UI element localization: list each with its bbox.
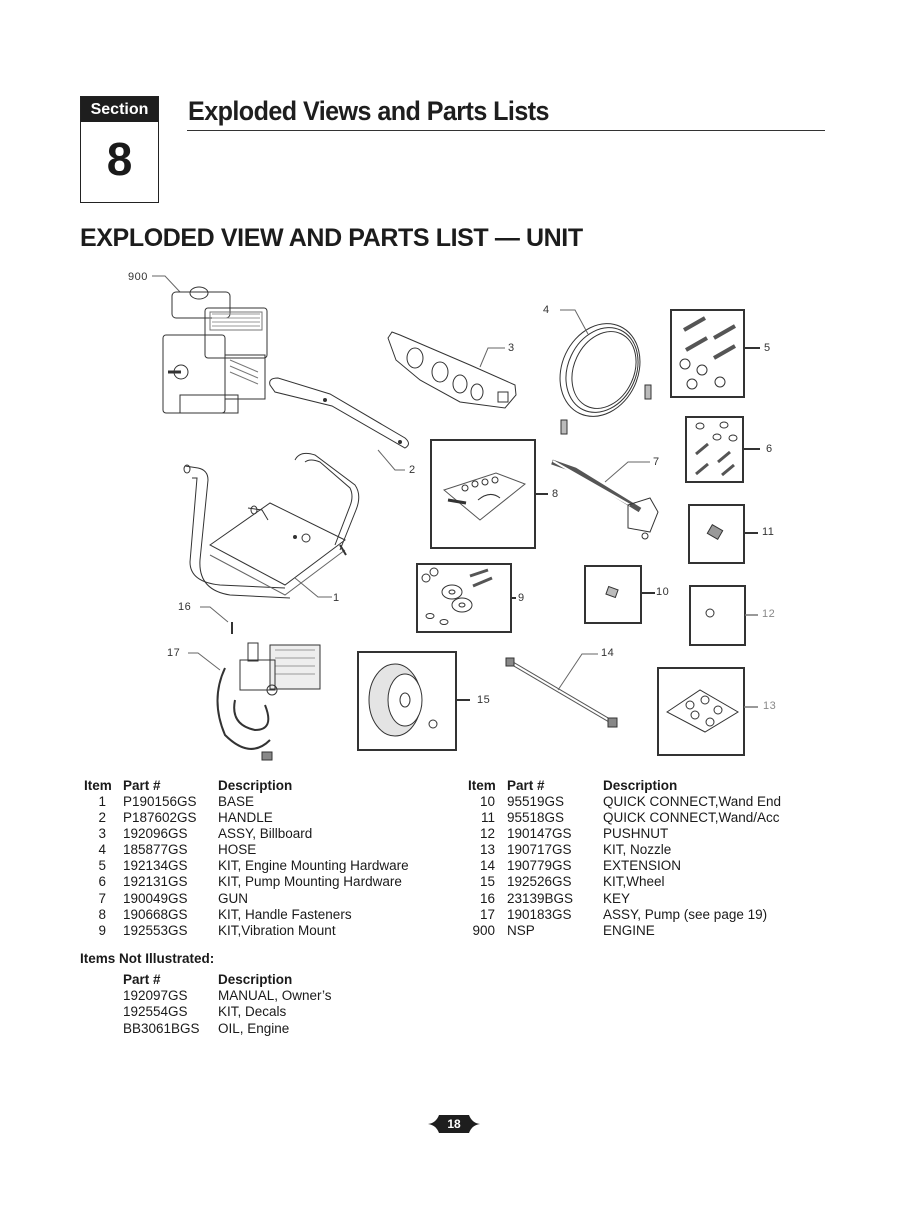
exploded-view-diagram [0, 260, 906, 770]
callout-11: 11 [762, 526, 775, 538]
pump-assembly-illustration [188, 643, 320, 760]
part-description: MANUAL, Owner’s [218, 988, 332, 1003]
chapter-title: Exploded Views and Parts Lists [188, 96, 549, 126]
quick-connect-wand-acc-box [689, 505, 758, 563]
item-number: 12 [479, 826, 495, 841]
callout-5: 5 [764, 342, 771, 354]
item-number: 8 [98, 907, 106, 922]
item-number: 16 [479, 891, 495, 906]
part-description: HOSE [218, 842, 257, 857]
item-number: 15 [479, 874, 495, 889]
extension-wand-illustration [506, 654, 617, 727]
callout-9: 9 [518, 592, 525, 604]
header-item: Item [84, 778, 112, 793]
billboard-illustration [388, 332, 516, 408]
header-description: Description [603, 778, 678, 793]
section-number: 8 [106, 133, 133, 185]
pushnut-box [690, 586, 758, 645]
item-number: 900 [472, 923, 495, 938]
part-description: ASSY, Pump (see page 19) [603, 907, 768, 922]
part-number: 185877GS [123, 842, 188, 857]
callout-3: 3 [508, 342, 515, 354]
item-number: 7 [98, 891, 106, 906]
callout-17: 17 [167, 647, 181, 659]
part-description: HANDLE [218, 810, 273, 825]
item-number: 10 [479, 794, 495, 809]
item-number: 4 [98, 842, 106, 857]
part-number: 192097GS [123, 988, 188, 1003]
section-badge [80, 96, 159, 203]
part-number: 95518GS [507, 810, 565, 825]
callout-10: 10 [656, 586, 670, 598]
item-number: 14 [479, 858, 495, 873]
part-number: 190717GS [507, 842, 572, 857]
part-number: 190779GS [507, 858, 572, 873]
callout-8: 8 [552, 488, 559, 500]
part-number: 23139BGS [507, 891, 574, 906]
callout-6: 6 [766, 443, 773, 455]
part-description: KIT, Nozzle [603, 842, 672, 857]
header-description: Description [218, 778, 293, 793]
part-number: 190668GS [123, 907, 188, 922]
part-description: GUN [218, 891, 248, 906]
key-illustration [200, 607, 232, 634]
item-number: 17 [479, 907, 495, 922]
base-frame-illustration [184, 453, 359, 598]
nozzle-kit-box [658, 668, 758, 755]
part-description: KIT, Engine Mounting Hardware [218, 858, 409, 873]
header-part: Part # [123, 778, 161, 793]
callout-16: 16 [178, 601, 192, 613]
part-description: ASSY, Billboard [218, 826, 313, 841]
spray-gun-illustration [552, 461, 658, 539]
page-number: 18 [447, 1117, 461, 1131]
callout-4: 4 [543, 304, 550, 316]
part-number: 192131GS [123, 874, 188, 889]
header-description: Description [218, 972, 293, 987]
item-number: 13 [479, 842, 495, 857]
part-number: 192553GS [123, 923, 188, 938]
item-number: 5 [98, 858, 106, 873]
part-description: ENGINE [603, 923, 655, 938]
part-description: KIT, Decals [218, 1004, 287, 1019]
callout-15: 15 [477, 694, 491, 706]
part-number: 192096GS [123, 826, 188, 841]
part-number: 190049GS [123, 891, 188, 906]
callout-1: 1 [333, 592, 340, 604]
callout-13: 13 [763, 700, 777, 712]
part-number: P190156GS [123, 794, 197, 809]
header-part: Part # [507, 778, 545, 793]
part-number: 190147GS [507, 826, 572, 841]
part-description: BASE [218, 794, 255, 809]
part-description: KIT, Pump Mounting Hardware [218, 874, 402, 889]
handle-illustration [270, 378, 409, 470]
part-description: KEY [603, 891, 631, 906]
item-number: 3 [98, 826, 106, 841]
part-description: EXTENSION [603, 858, 682, 873]
title-divider [187, 130, 825, 131]
engine-illustration [152, 276, 267, 413]
callout-2: 2 [409, 464, 416, 476]
vibration-mount-kit [417, 564, 516, 632]
part-description: QUICK CONNECT,Wand/Acc [603, 810, 780, 825]
part-number: NSP [507, 923, 535, 938]
items-not-illustrated-title: Items Not Illustrated: [80, 951, 215, 966]
callout-900: 900 [128, 271, 148, 283]
pump-mounting-hardware-kit [686, 417, 760, 482]
header-item: Item [468, 778, 496, 793]
callout-14: 14 [601, 647, 615, 659]
page-heading: EXPLODED VIEW AND PARTS LIST — UNIT [80, 224, 583, 252]
part-description: KIT,Wheel [603, 874, 665, 889]
item-number: 1 [98, 794, 106, 809]
part-number: 192526GS [507, 874, 572, 889]
part-description: KIT,Vibration Mount [218, 923, 336, 938]
section-label: Section [81, 97, 158, 122]
callout-12: 12 [762, 608, 776, 620]
engine-mounting-hardware-kit [671, 310, 760, 397]
part-number: 192134GS [123, 858, 188, 873]
page-number-badge [428, 1113, 480, 1135]
hose-illustration [545, 310, 654, 434]
item-number: 6 [98, 874, 106, 889]
part-number: 190183GS [507, 907, 572, 922]
item-number: 9 [98, 923, 106, 938]
item-number: 11 [480, 810, 495, 825]
quick-connect-wand-end-box [585, 566, 655, 623]
wheel-kit-box [358, 652, 470, 750]
item-number: 2 [98, 810, 106, 825]
part-description: QUICK CONNECT,Wand End [603, 794, 782, 809]
callout-7: 7 [653, 456, 660, 468]
part-number: 95519GS [507, 794, 565, 809]
part-description: KIT, Handle Fasteners [218, 907, 352, 922]
part-number: P187602GS [123, 810, 197, 825]
header-part: Part # [123, 972, 161, 987]
handle-fasteners-kit [431, 440, 548, 548]
part-number: BB3061BGS [123, 1021, 200, 1036]
part-number: 192554GS [123, 1004, 188, 1019]
part-description: OIL, Engine [218, 1021, 290, 1036]
part-description: PUSHNUT [603, 826, 669, 841]
